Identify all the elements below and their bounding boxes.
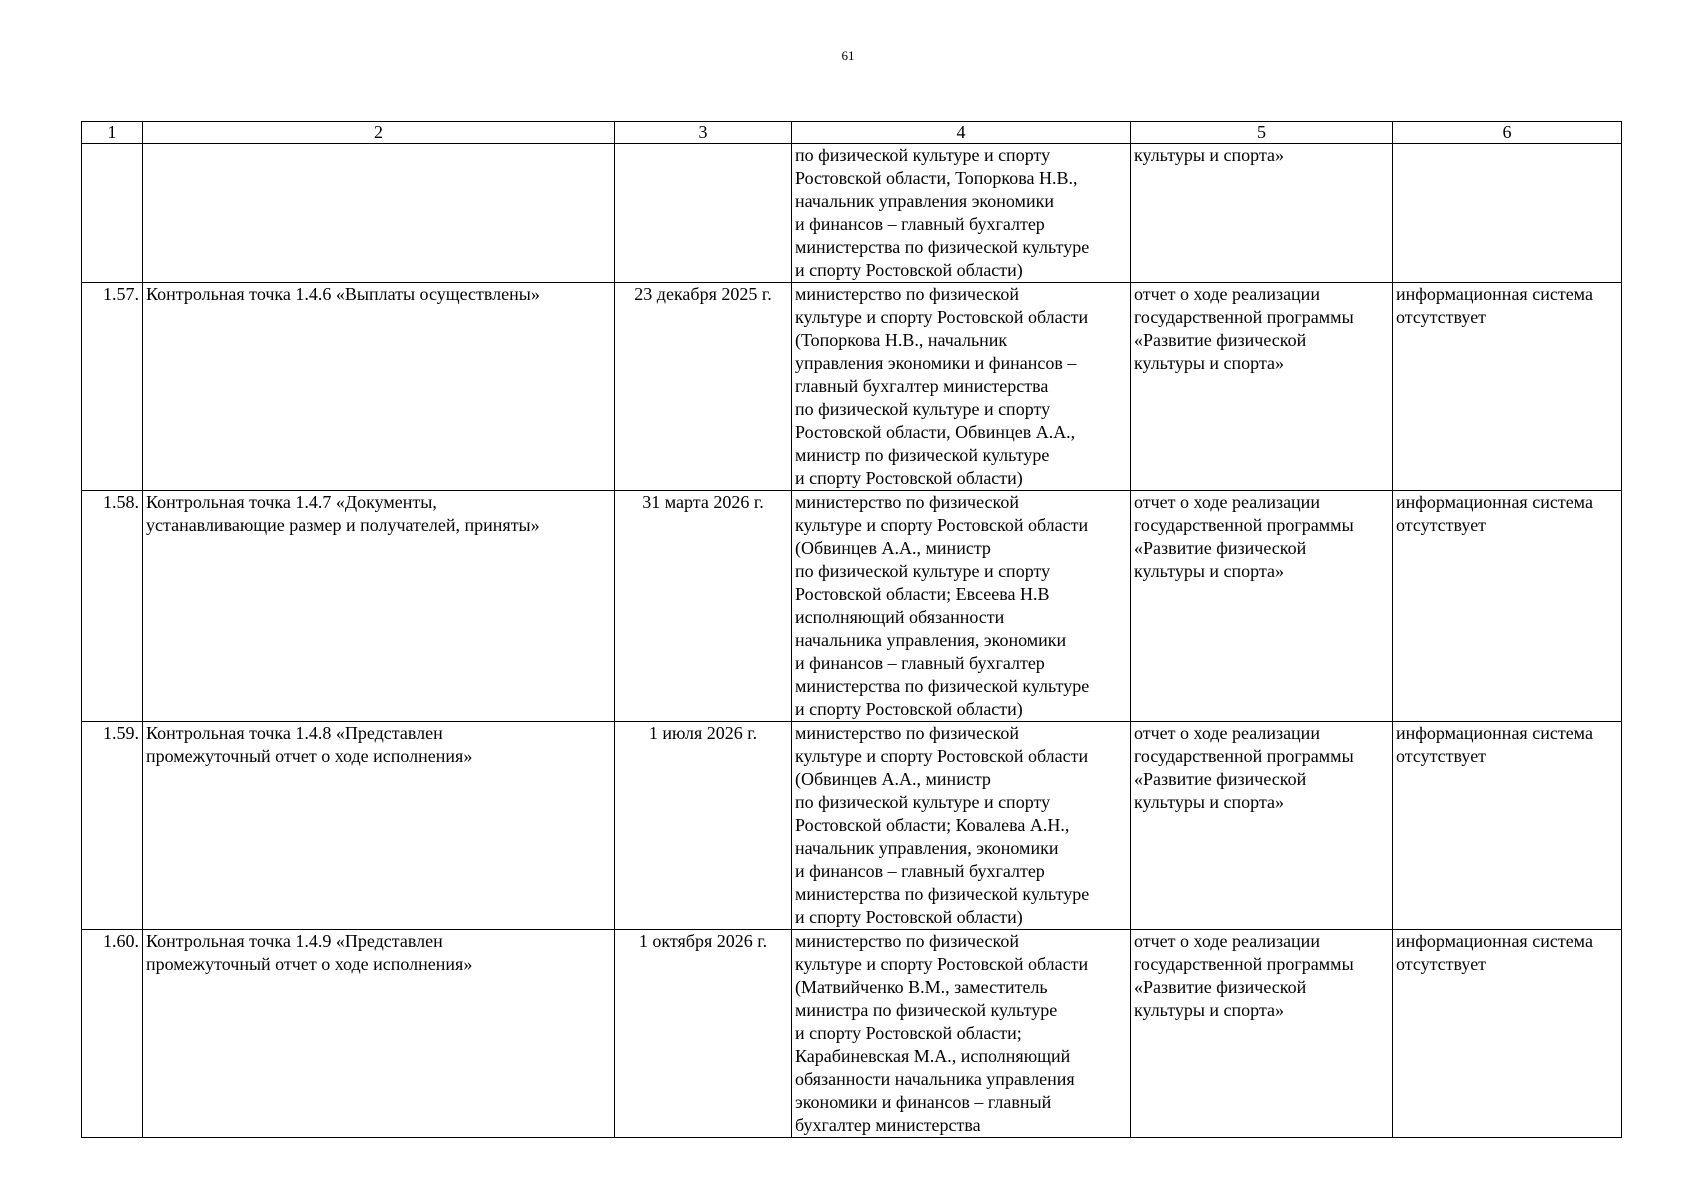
confirming-document-cell: отчет о ходе реализации государственной программы «Развитие физической культуры и спорта» (1131, 722, 1393, 930)
table-row-1-57 (82, 283, 1622, 491)
row-number-cell: 1.60. (82, 930, 143, 1138)
deadline-cell: 1 июля 2026 г. (615, 722, 792, 930)
confirming-document-cell: отчет о ходе реализации государственной программы «Развитие физической культуры и спорта» (1131, 930, 1393, 1138)
table-row-1-59 (82, 722, 1622, 930)
table-row-1-58 (82, 491, 1622, 722)
control-point-name-cell: Контрольная точка 1.4.7 «Документы, устанавливающие размер и получателей, приняты» (143, 491, 615, 722)
responsible-cell: министерство по физической культуре и спорту Ростовской области (Обвинцев А.А., министр по физической культуре и спорту Ростовской области; Ковалева А.Н., начальник управления, экономики и финансов – главный бухгалтер министерства по физической культуре и спорту Ростовской области) (792, 722, 1131, 930)
column-header-5: 5 (1131, 122, 1393, 144)
row-number-cell: 1.59. (82, 722, 143, 930)
table-row-continuation (82, 144, 1622, 283)
column-header-1: 1 (82, 122, 143, 144)
page-number: 61 (841, 48, 855, 63)
responsible-cell: министерство по физической культуре и спорту Ростовской области (Матвийченко В.М., заместитель министра по физической культуре и спорту Ростовской области; Карабиневская М.А., исполняющий обязанности начальника управления экономики и финансов – главный бухгалтер министерства (792, 930, 1131, 1138)
column-header-3: 3 (615, 122, 792, 144)
table-header-row (82, 122, 1622, 144)
column-header-4: 4 (792, 122, 1131, 144)
confirming-document-cell: культуры и спорта» (1131, 144, 1393, 283)
deadline-cell (615, 144, 792, 283)
row-number-cell (82, 144, 143, 283)
control-point-name-cell: Контрольная точка 1.4.8 «Представлен промежуточный отчет о ходе исполнения» (143, 722, 615, 930)
control-point-name-cell: Контрольная точка 1.4.9 «Представлен промежуточный отчет о ходе исполнения» (143, 930, 615, 1138)
information-system-cell: информационная система отсутствует (1393, 283, 1622, 491)
responsible-cell: министерство по физической культуре и спорту Ростовской области (Топоркова Н.В., начальник управления экономики и финансов – главный бухгалтер министерства по физической культуре и спорту Ростовской области, Обвинцев А.А., министр по физической культуре и спорту Ростовской области) (792, 283, 1131, 491)
row-number-cell: 1.57. (82, 283, 143, 491)
row-number-cell: 1.58. (82, 491, 143, 722)
information-system-cell: информационная система отсутствует (1393, 491, 1622, 722)
table-row-1-60 (82, 930, 1622, 1138)
confirming-document-cell: отчет о ходе реализации государственной программы «Развитие физической культуры и спорта» (1131, 491, 1393, 722)
responsible-cell: министерство по физической культуре и спорту Ростовской области (Обвинцев А.А., министр по физической культуре и спорту Ростовской области; Евсеева Н.В исполняющий обязанности начальника управления, экономики и финансов – главный бухгалтер министерства по физической культуре и спорту Ростовской области) (792, 491, 1131, 722)
column-header-2: 2 (143, 122, 615, 144)
responsible-cell: по физической культуре и спорту Ростовской области, Топоркова Н.В., начальник управления экономики и финансов – главный бухгалтер министерства по физической культуре и спорту Ростовской области) (792, 144, 1131, 283)
control-point-name-cell (143, 144, 615, 283)
deadline-cell: 1 октября 2026 г. (615, 930, 792, 1138)
confirming-document-cell: отчет о ходе реализации государственной программы «Развитие физической культуры и спорта» (1131, 283, 1393, 491)
information-system-cell: информационная система отсутствует (1393, 930, 1622, 1138)
control-points-table (81, 121, 1622, 1138)
column-header-6: 6 (1393, 122, 1622, 144)
information-system-cell: информационная система отсутствует (1393, 722, 1622, 930)
information-system-cell (1393, 144, 1622, 283)
control-point-name-cell: Контрольная точка 1.4.6 «Выплаты осуществлены» (143, 283, 615, 491)
deadline-cell: 23 декабря 2025 г. (615, 283, 792, 491)
deadline-cell: 31 марта 2026 г. (615, 491, 792, 722)
